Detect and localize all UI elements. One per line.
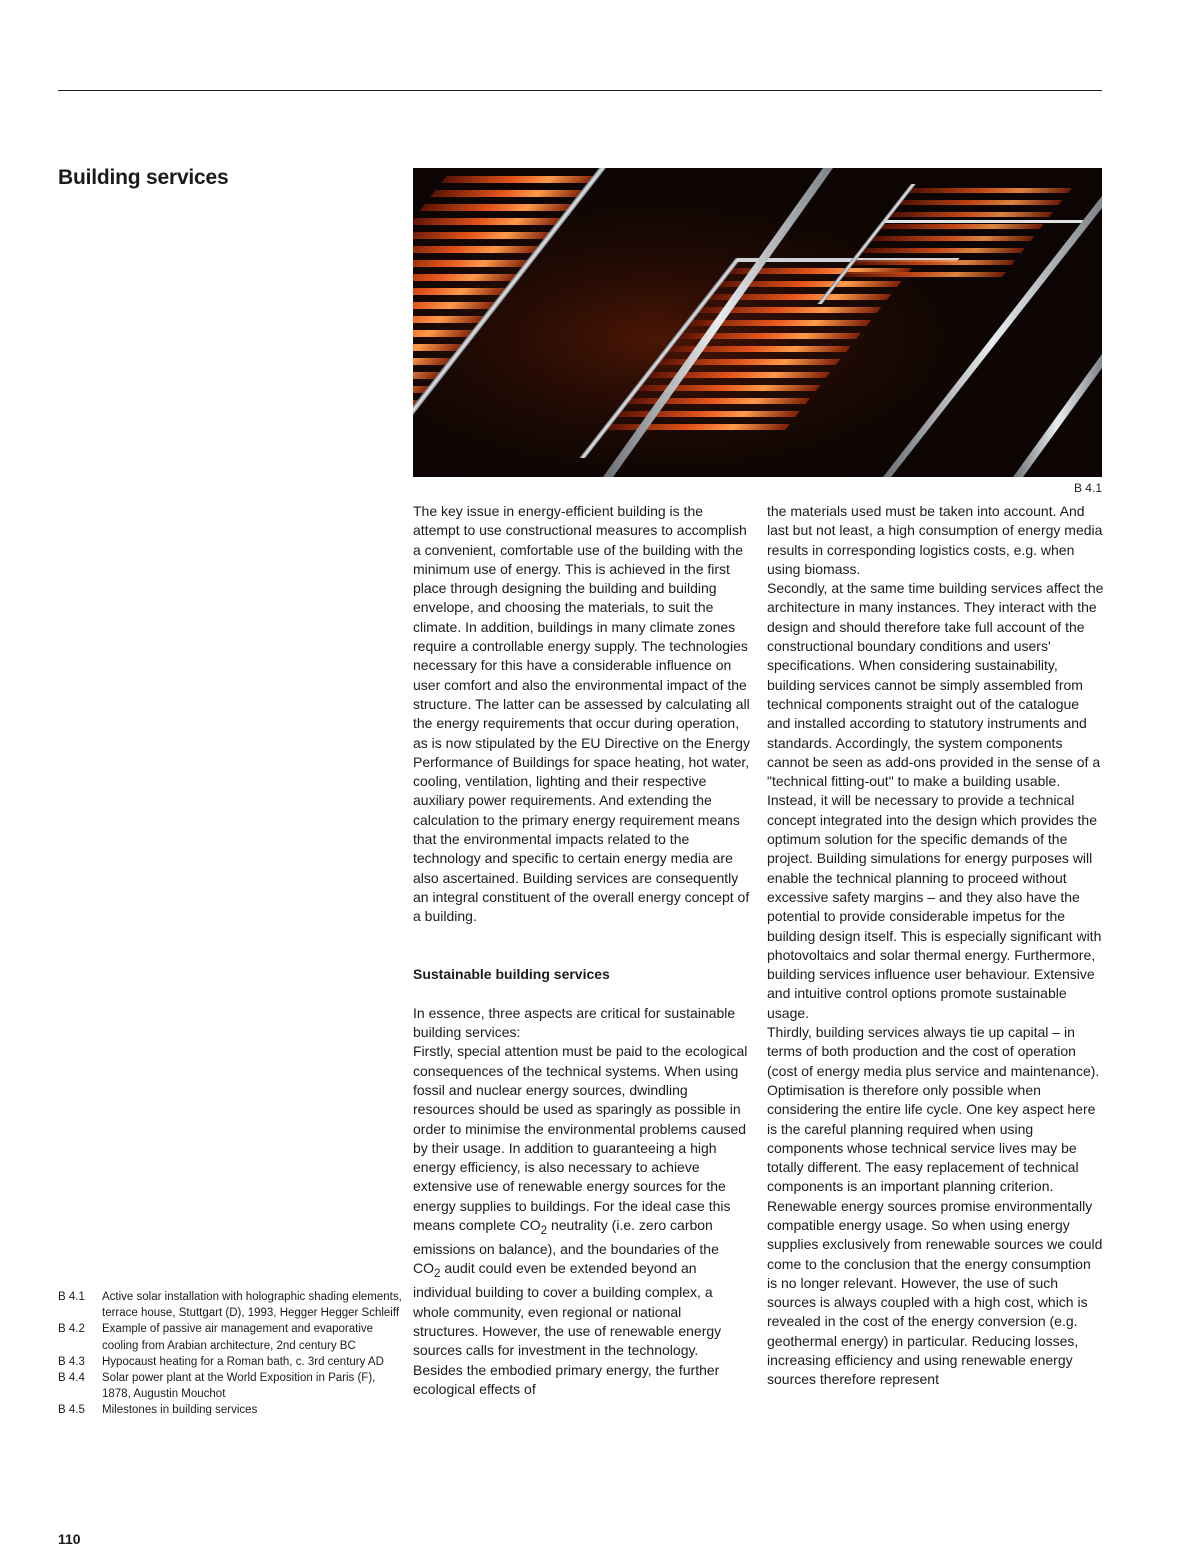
lead-paragraph: In essence, three aspects are critical for sustainable building services: [413, 1004, 736, 1041]
caption-number: B 4.2 [58, 1323, 85, 1336]
caption-text: Milestones in building services [102, 1404, 258, 1417]
caption-number: B 4.1 [58, 1291, 85, 1303]
secondly-paragraph: Secondly, at the same time building services affect the architecture in many instances. They interact with the design and should therefore take full account of the constructional boundary conditions and users' specifications. When considering sustainability, building services cannot be simply assembled from technical components straight out of the catalogue and installed according to statutory instruments and standards. Accordingly, the system components cannot be seen as add-ons provided in the sense of a "technical fitting-out" to make a building usable. Instead, it will be necessary to provide a technical concept integrated into the design which provides the optimum solution for the specific demands of the project. Building simulations for energy purposes will enable the technical planning to proceed without excessive safety margins – and they also have the potential to provide considerable impetus for the building design itself. This is especially significant with photovoltaics and solar thermal energy. Furthermore, building services influence user behaviour. Extensive and intuitive control options promote sustainable usage. [767, 580, 1104, 1021]
caption-number: B 4.5 [58, 1404, 85, 1417]
page-title: Building services [58, 166, 229, 189]
caption-text: Example of passive air management and evaporative cooling from Arabian architecture, 2nd century BC [102, 1323, 374, 1352]
page-number: 110 [58, 1531, 81, 1547]
continuation-paragraph: the materials used must be taken into account. And last but not least, a high consumption of energy media results in corresponding logistics costs, e.g. when using biomass. [767, 503, 1103, 577]
thirdly-paragraph: Thirdly, building services always tie up capital – in terms of both production and the cost of operation (cost of energy media plus service and maintenance). Optimisation is therefore only possible when considering the entire life cycle. One key aspect here is the careful planning required when using components whose technical service lives may be totally different. The easy replacement of technical components is an important planning criterion. [767, 1024, 1100, 1195]
figure-captions [58, 1289, 403, 1419]
solar-installation-photo [413, 168, 1102, 477]
intro-paragraph: The key issue in energy-efficient building is the attempt to use constructional measures to accomplish a convenient, comfortable use of the building with the minimum use of energy. This is achieved in the first place through designing the building and building envelope, and choosing the materials, to suit the climate. In addition, buildings in many climate zones require a controllable energy supply. The technologies necessary for this have a considerable influence on user comfort and also the environmental impact of the structure. The latter can be assessed by calculating all the energy requirements that occur during operation, as is now stipulated by the EU Directive on the Energy Performance of Buildings for space heating, hot water, cooling, ventilation, lighting and their respective auxiliary power requirements. And extending the calculation to the primary energy requirement means that the environmental impacts related to the technology and specific to certain energy media are also ascertained. Building services are consequently an integral constituent of the overall energy concept of a building. [413, 503, 750, 925]
firstly-paragraph: Firstly, special attention must be paid to the ecological consequences of the technical systems. When using fossil and nuclear energy sources, dwindling resources should be used as sparingly as possible in order to minimise the environmental problems caused by their usage. In addition to guaranteeing a high energy efficiency, is also necessary to achieve extensive use of renewable energy sources for the energy supplies to buildings. For the ideal case this means complete $CO_2$ neutrality (i.e. zero carbon emissions on balance), and the boundaries of the $CO_2$ audit could even be extended beyond an individual building to cover a building complex, a whole community, even regional or national structures. However, the use of renewable energy sources calls for investment in the technology. Besides the embodied primary energy, the further ecological effects of [413, 1043, 748, 1397]
section-heading: Sustainable building services [413, 966, 610, 983]
caption-item [58, 1354, 403, 1370]
caption-text: Hypocaust heating for a Roman bath, c. 3rd century AD [102, 1355, 384, 1368]
figure-label: B 4.1 [1073, 481, 1102, 495]
caption-item [58, 1321, 403, 1353]
renewable-paragraph: Renewable energy sources promise environmentally compatible energy usage. So when using energy supplies exclusively from renewable sources we could come to the conclusion that the energy consumption is no longer relevant. However, the use of such sources is always coupled with a high cost, which is revealed in the cost of the energy conversion (e.g. geothermal energy) in particular. Reducing losses, increasing efficiency and using renewable energy sources therefore represent [767, 1197, 1103, 1388]
caption-item [58, 1402, 403, 1418]
caption-text: Active solar installation with holographic shading elements, terrace house, Stuttgart (D), 1993, Hegger Hegger Schleiff [102, 1291, 402, 1320]
caption-number: B 4.4 [58, 1372, 85, 1385]
caption-item [58, 1370, 403, 1402]
caption-item [58, 1289, 403, 1321]
caption-number: B 4.3 [58, 1355, 85, 1368]
text-column-2 [767, 502, 1104, 1390]
text-column-1 [413, 502, 750, 1399]
header-rule [58, 90, 1102, 91]
caption-text: Solar power plant at the World Exposition in Paris (F), 1878, Augustin Mouchot [102, 1372, 376, 1401]
